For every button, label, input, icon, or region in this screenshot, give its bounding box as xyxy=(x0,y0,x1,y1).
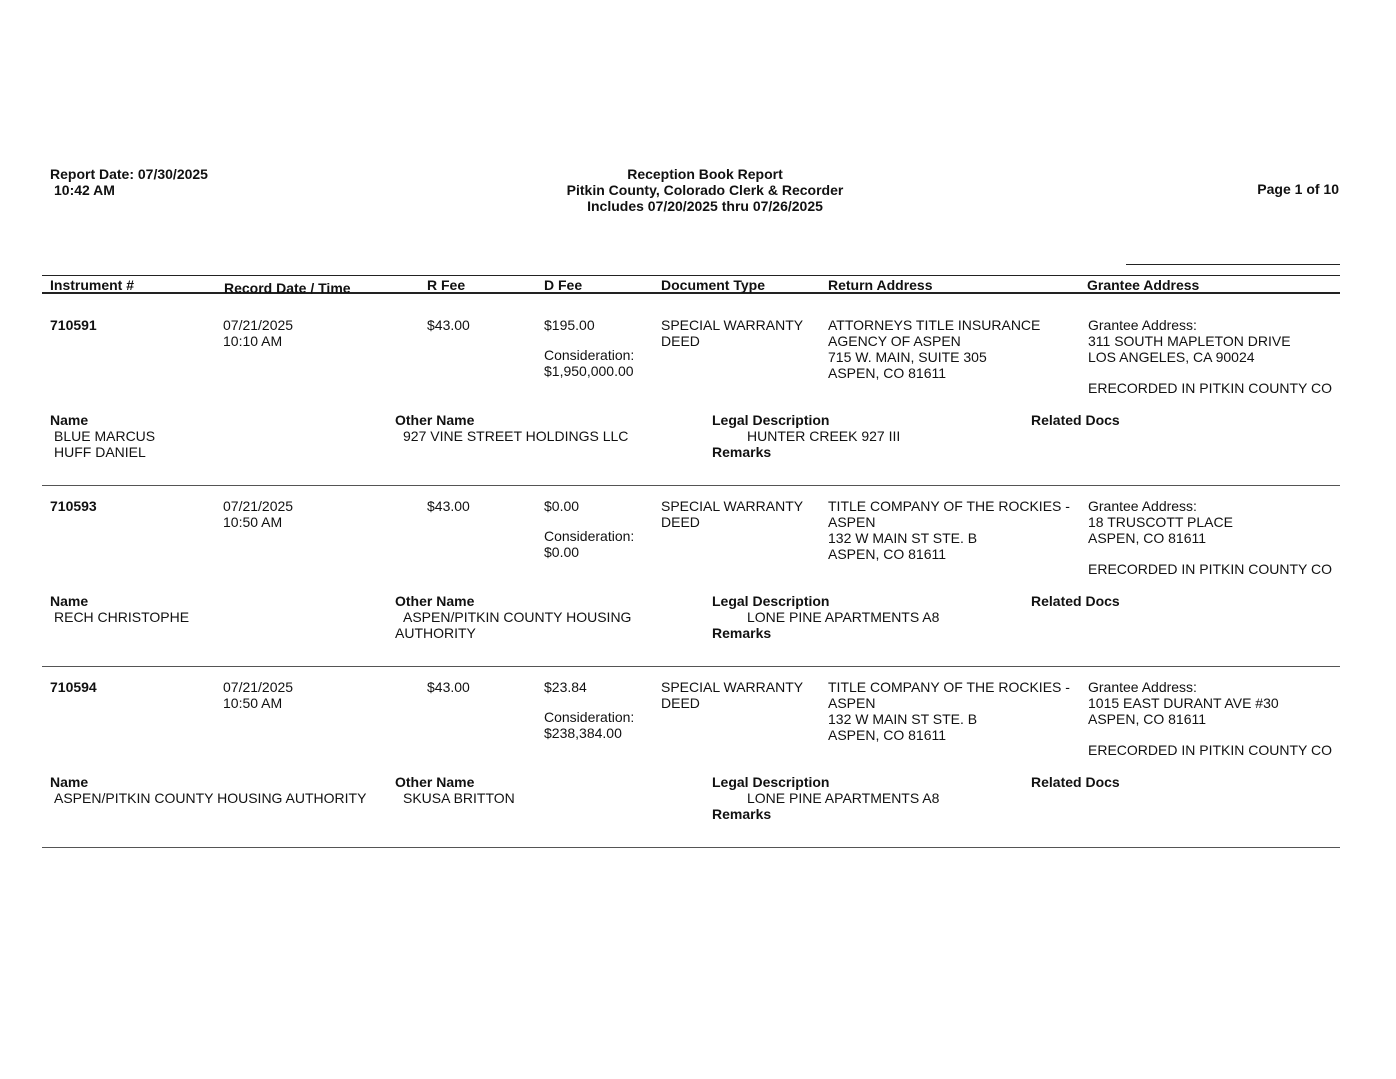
legal-description: LONE PINE APARTMENTS A8 xyxy=(747,609,940,625)
legal-description-label: Legal Description xyxy=(712,774,830,790)
r-fee: $43.00 xyxy=(427,679,470,695)
legal-description: HUNTER CREEK 927 III xyxy=(747,428,901,444)
record-time: 10:50 AM xyxy=(223,695,283,711)
grantee-address: Grantee Address: 1015 EAST DURANT AVE #30 ASPEN, CO 81611 xyxy=(1088,679,1279,727)
consideration-value: $0.00 xyxy=(544,544,580,560)
related-docs-label: Related Docs xyxy=(1031,412,1120,428)
instrument-number: 710591 xyxy=(50,317,97,333)
column-header-r-fee: R Fee xyxy=(427,277,466,293)
report-date: Report Date: 07/30/2025 xyxy=(50,166,208,182)
grantee-address: Grantee Address: 18 TRUSCOTT PLACE ASPEN, CO 81611 xyxy=(1088,498,1233,546)
other-names-list: ASPEN/PITKIN COUNTY HOUSING AUTHORITY xyxy=(395,609,632,641)
remarks-label: Remarks xyxy=(712,444,772,460)
legal-description: LONE PINE APARTMENTS A8 xyxy=(747,790,940,806)
related-docs-label: Related Docs xyxy=(1031,593,1120,609)
remarks-label: Remarks xyxy=(712,625,772,641)
report-subtitle: Pitkin County, Colorado Clerk & Recorder xyxy=(566,182,844,198)
instrument-number: 710593 xyxy=(50,498,97,514)
document-type: SPECIAL WARRANTY DEED xyxy=(661,317,804,349)
r-fee: $43.00 xyxy=(427,317,470,333)
legal-description-label: Legal Description xyxy=(712,593,830,609)
record-row xyxy=(0,498,1396,680)
other-name-label: Other Name xyxy=(395,774,475,790)
column-header-record-date: Record Date / Time xyxy=(224,280,351,296)
erecorded-note: ERECORDED IN PITKIN COUNTY CO xyxy=(1088,742,1332,758)
report-title: Reception Book Report xyxy=(627,166,783,182)
record-separator xyxy=(42,485,1340,486)
consideration-value: $238,384.00 xyxy=(544,725,622,741)
return-address: TITLE COMPANY OF THE ROCKIES - ASPEN 132 W MAIN ST STE. B ASPEN, CO 81611 xyxy=(828,498,1070,562)
record-time: 10:10 AM xyxy=(223,333,283,349)
column-header-grantee-address: Grantee Address xyxy=(1087,277,1200,293)
names-list: ASPEN/PITKIN COUNTY HOUSING AUTHORITY xyxy=(54,790,367,806)
name-label: Name xyxy=(50,412,89,428)
column-header-return-address: Return Address xyxy=(828,277,933,293)
other-names-list: 927 VINE STREET HOLDINGS LLC xyxy=(403,428,629,444)
erecorded-note: ERECORDED IN PITKIN COUNTY CO xyxy=(1088,561,1332,577)
d-fee: $0.00 xyxy=(544,498,580,514)
consideration-label: Consideration: xyxy=(544,528,635,544)
names-list: RECH CHRISTOPHE xyxy=(54,609,190,625)
column-header-instrument: Instrument # xyxy=(50,277,135,293)
related-docs-label: Related Docs xyxy=(1031,774,1120,790)
column-header-d-fee: D Fee xyxy=(544,277,583,293)
record-time: 10:50 AM xyxy=(223,514,283,530)
report-date-range: Includes 07/20/2025 thru 07/26/2025 xyxy=(587,198,823,214)
header-top-rule-right xyxy=(1126,264,1340,265)
column-header-document-type: Document Type xyxy=(661,277,765,293)
consideration-value: $1,950,000.00 xyxy=(544,363,634,379)
document-type: SPECIAL WARRANTY DEED xyxy=(661,498,804,530)
instrument-number: 710594 xyxy=(50,679,97,695)
other-name-label: Other Name xyxy=(395,593,475,609)
consideration-label: Consideration: xyxy=(544,709,635,725)
document-type: SPECIAL WARRANTY DEED xyxy=(661,679,804,711)
record-date: 07/21/2025 xyxy=(223,317,294,333)
r-fee: $43.00 xyxy=(427,498,470,514)
erecorded-note: ERECORDED IN PITKIN COUNTY CO xyxy=(1088,380,1332,396)
d-fee: $195.00 xyxy=(544,317,595,333)
page-number: Page 1 of 10 xyxy=(1257,181,1339,197)
record-date: 07/21/2025 xyxy=(223,498,294,514)
other-names-list: SKUSA BRITTON xyxy=(403,790,515,806)
consideration-label: Consideration: xyxy=(544,347,635,363)
record-row xyxy=(0,317,1396,499)
report-time: 10:42 AM xyxy=(54,182,115,198)
record-separator xyxy=(42,847,1340,848)
record-row xyxy=(0,679,1396,861)
name-label: Name xyxy=(50,593,89,609)
record-date: 07/21/2025 xyxy=(223,679,294,695)
names-list: BLUE MARCUS HUFF DANIEL xyxy=(54,428,156,460)
d-fee: $23.84 xyxy=(544,679,587,695)
header-top-rule xyxy=(42,275,1340,276)
record-separator xyxy=(42,666,1340,667)
grantee-address: Grantee Address: 311 SOUTH MAPLETON DRIVE LOS ANGELES, CA 90024 xyxy=(1088,317,1291,365)
legal-description-label: Legal Description xyxy=(712,412,830,428)
return-address: ATTORNEYS TITLE INSURANCE AGENCY OF ASPEN 715 W. MAIN, SUITE 305 ASPEN, CO 81611 xyxy=(828,317,1041,381)
remarks-label: Remarks xyxy=(712,806,772,822)
return-address: TITLE COMPANY OF THE ROCKIES - ASPEN 132 W MAIN ST STE. B ASPEN, CO 81611 xyxy=(828,679,1070,743)
name-label: Name xyxy=(50,774,89,790)
other-name-label: Other Name xyxy=(395,412,475,428)
